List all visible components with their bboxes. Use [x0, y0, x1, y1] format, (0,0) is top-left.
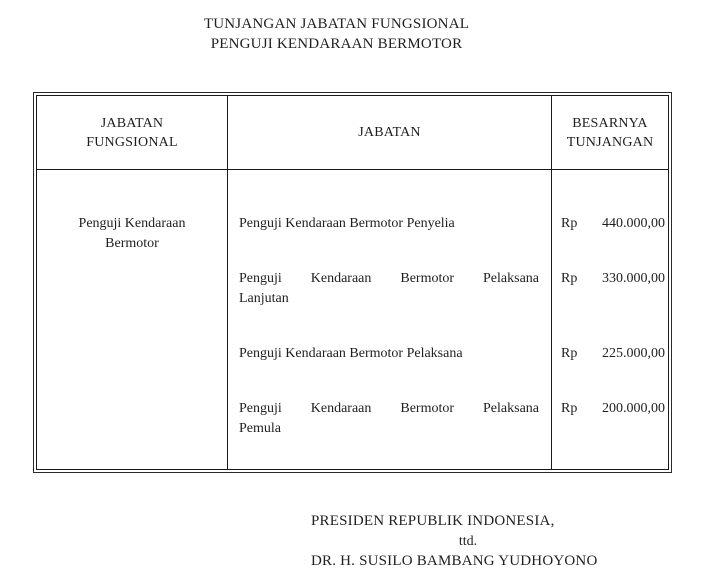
header-besarnya-line2: TUNJANGAN [566, 134, 654, 150]
functional-position-cell: Penguji Kendaraan Bermotor [78, 216, 186, 251]
document-title-line1: TUNJANGAN JABATAN FUNGSIONAL [203, 16, 470, 32]
amount-number: 225.000,00 [602, 346, 665, 361]
table-row-amount [551, 269, 668, 344]
header-jabatan-fungsional-line1: JABATAN [100, 115, 164, 131]
table-row-amount [551, 170, 668, 269]
allowance-table-frame [33, 92, 672, 473]
amount-value [561, 399, 665, 419]
amount-number: 200.000,00 [602, 401, 665, 416]
signatory-name: DR. H. SUSILO BAMBANG YUDHOYONO [311, 553, 598, 569]
document-title [0, 14, 673, 54]
amount-value [561, 344, 665, 364]
currency-label: Rp [561, 346, 578, 361]
table-row-jabatan [227, 269, 551, 344]
currency-label: Rp [561, 401, 578, 416]
jabatan-text: Penguji Kendaraan Bermotor Pelaksana [239, 346, 463, 361]
currency-label: Rp [561, 271, 578, 286]
amount-value [561, 269, 665, 289]
header-besarnya-line1: BESARNYA [572, 115, 648, 131]
jabatan-text: Penguji Kendaraan Bermotor Penyelia [239, 216, 455, 231]
document-title-line2: PENGUJI KENDARAAN BERMOTOR [210, 36, 463, 52]
table-row-amount [551, 344, 668, 399]
amount-number: 330.000,00 [602, 271, 665, 286]
currency-label: Rp [561, 216, 578, 231]
jabatan-text-line2: Lanjutan [239, 291, 289, 306]
header-besarnya-tunjangan [551, 96, 668, 170]
header-jabatan-fungsional [37, 96, 227, 170]
table-row-amount [551, 399, 668, 469]
signature-block [311, 511, 625, 571]
jabatan-text-line2: Pemula [239, 421, 281, 436]
signed-marker: ttd. [458, 534, 478, 549]
allowance-table [36, 95, 669, 470]
jabatan-text: Penguji Kendaraan Bermotor Pelaksana [239, 401, 539, 416]
amount-value [561, 214, 665, 234]
table-row-jabatan [227, 344, 551, 399]
header-jabatan-label: JABATAN [358, 125, 421, 140]
table-row-jabatan [227, 170, 551, 269]
signatory-title: PRESIDEN REPUBLIK INDONESIA, [311, 513, 555, 529]
header-jabatan-fungsional-line2: FUNGSIONAL [86, 134, 178, 150]
amount-number: 440.000,00 [602, 216, 665, 231]
header-jabatan [227, 96, 551, 170]
jabatan-text: Penguji Kendaraan Bermotor Pelaksana [239, 271, 539, 286]
table-row-jabatan [227, 399, 551, 469]
